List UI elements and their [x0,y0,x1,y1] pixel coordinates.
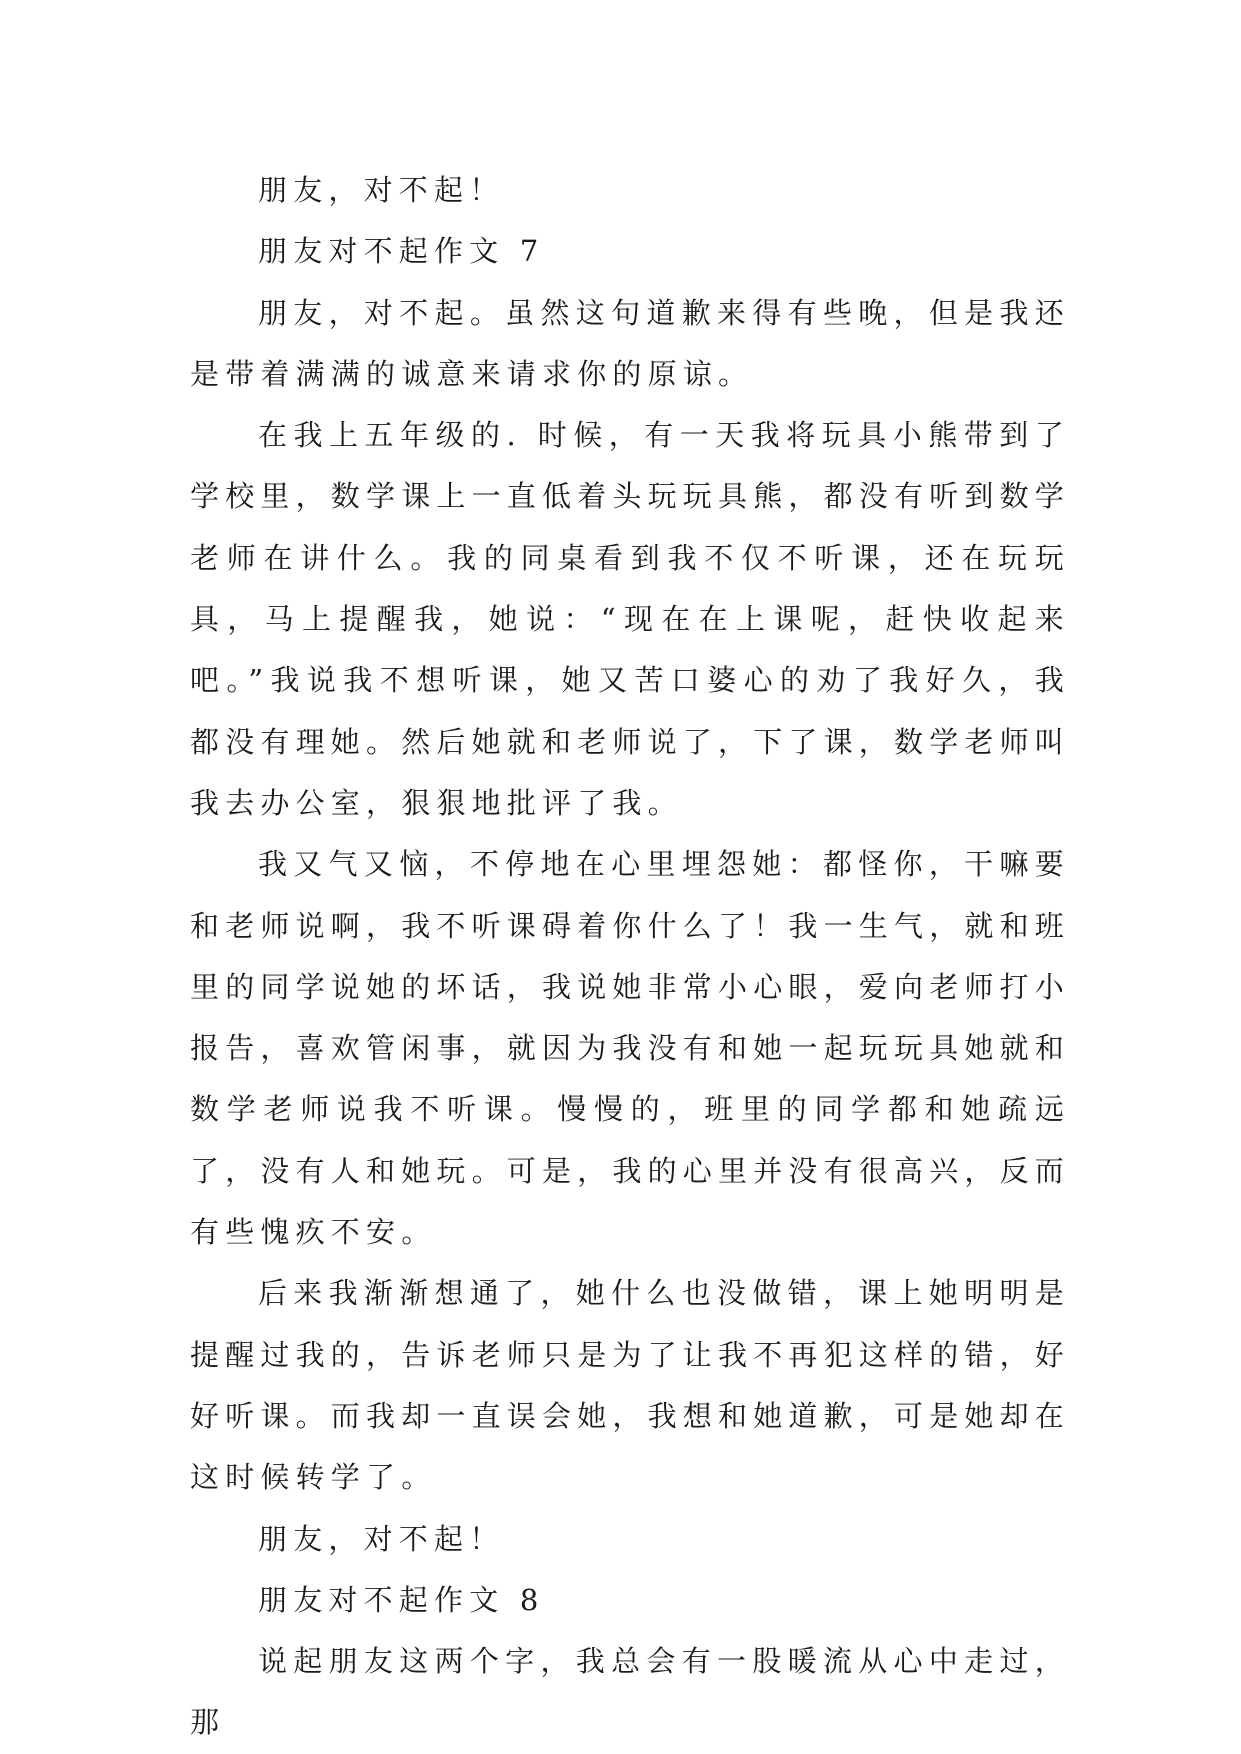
paragraph-intro: 朋友，对不起。虽然这句道歉来得有些晚，但是我还是带着满满的诚意来请求你的原谅。 [190,295,1070,391]
essay-heading-8: 朋友对不起作文 8 [258,1582,545,1617]
essay-heading-7: 朋友对不起作文 7 [258,234,545,269]
paragraph-story: 在我上五年级的. 时候，有一天我将玩具小熊带到了学校里，数学课上一直低着头玩玩具熊，都没有听到数学老师在讲什么。我的同桌看到我不仅不听课，还在玩玩具，马上提醒我，她说：“现在在上课呢，赶快收起来吧。”我说我不想听课，她又苦口婆心的劝了我好久，我都没有理她。然后她就和老师说了，下了课，数学老师叫我去办公室，狠狠地批评了我。 [190,418,1071,820]
paragraph-realization: 后来我渐渐想通了，她什么也没做错，课上她明明是提醒过我的，告诉老师只是为了让我不再犯这样的错，好好听课。而我却一直误会她，我想和她道歉，可是她却在这时候转学了。 [190,1276,1071,1495]
essay-body [190,160,1070,1754]
paragraph-essay-8-start: 说起朋友这两个字，我总会有一股暖流从心中走过，那 [190,1644,1070,1740]
paragraph-closing-apology: 朋友，对不起！ [258,173,505,207]
paragraph-anger: 我又气又恼，不停地在心里埋怨她：都怪你，干嘛要和老师说啊，我不听课碍着你什么了！我一生气，就和班里的同学说她的坏话，我说她非常小心眼，爱向老师打小报告，喜欢管闲事，就因为我没有和她一起玩玩具她就和数学老师说我不听课。慢慢的，班里的同学都和她疏远了，没有人和她玩。可是，我的心里并没有很高兴，反而有些愧疚不安。 [190,847,1071,1250]
paragraph-closing-apology-2: 朋友，对不起！ [258,1521,505,1556]
